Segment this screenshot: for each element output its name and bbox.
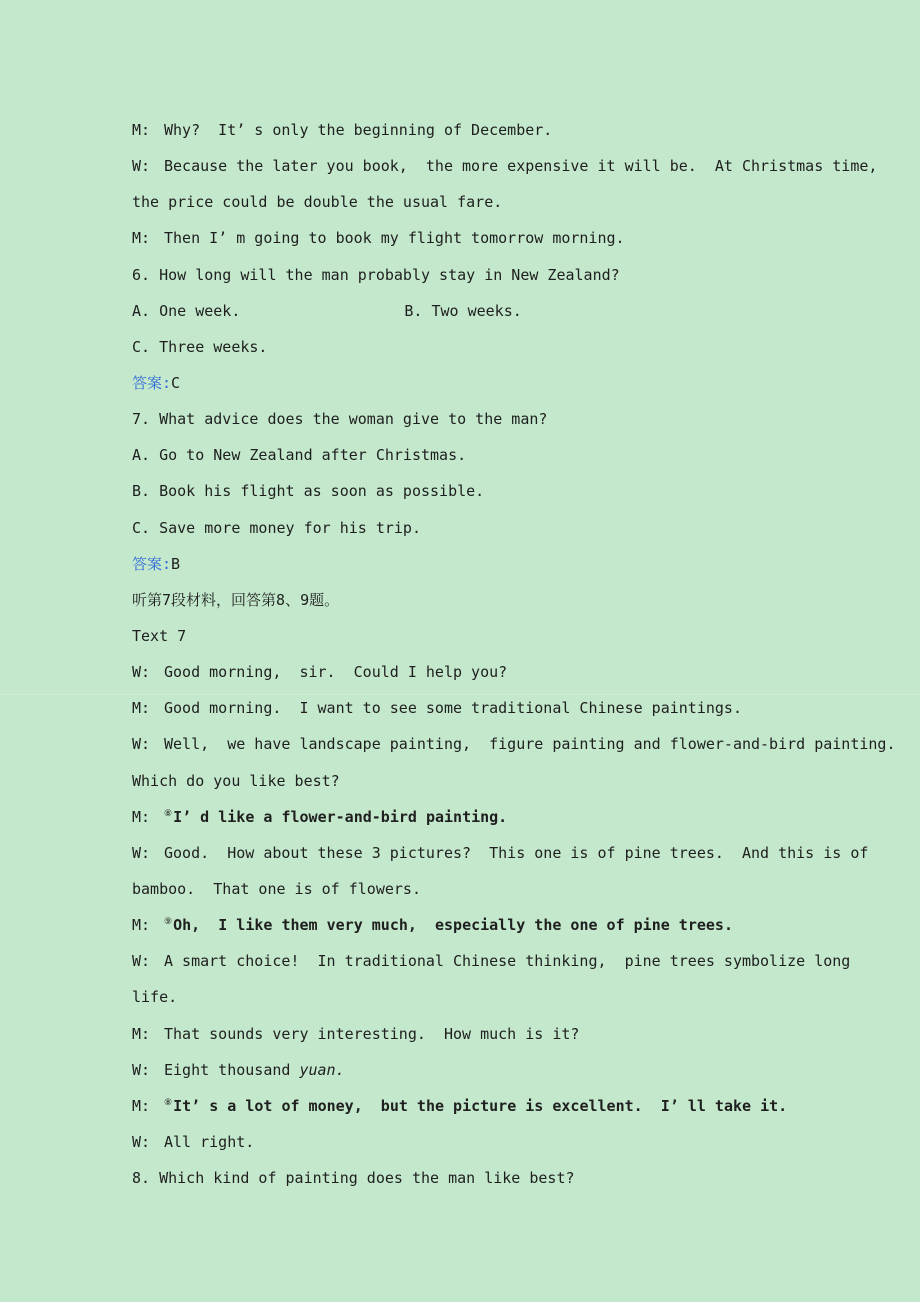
dialogue-text: Good. How about these 3 pictures? This one is of pine trees. And this is of (164, 843, 869, 862)
dialogue-line (132, 154, 878, 190)
speaker-label: W: (132, 1132, 151, 1151)
answer-value: C (171, 373, 181, 392)
dialogue-line (132, 769, 792, 805)
option-a: A. One week. (132, 301, 241, 320)
speaker-label: W: (132, 1060, 151, 1079)
answer-6 (132, 371, 792, 407)
speaker-label: M: (132, 916, 151, 935)
dialogue-line (132, 1094, 792, 1130)
question-6-options-ab (132, 299, 792, 335)
question-8: 8. Which kind of painting does the man like best? (132, 1169, 575, 1188)
speaker-label: W: (132, 843, 151, 862)
circled-marker: ⑧ (164, 808, 173, 819)
dialogue-line (132, 190, 792, 226)
dialogue-text: Then I’ m going to book my flight tomorrow morning. (164, 229, 625, 248)
text-title: Text 7 (132, 626, 187, 645)
highlighted-text: Oh, I like them very much, especially the one of pine trees. (173, 916, 733, 935)
speaker-label: M: (132, 699, 151, 718)
speaker-label: M: (132, 121, 151, 139)
dialogue-line (132, 118, 792, 154)
dialogue-line (132, 805, 792, 841)
dialogue-line (132, 1130, 792, 1166)
answer-label: 答案: (132, 554, 172, 573)
highlighted-text: I’ d like a flower-and-bird painting. (173, 807, 508, 826)
option-c: C. Save more money for his trip. (132, 518, 421, 537)
dialogue-line (132, 696, 792, 732)
italic-text: yuan. (299, 1060, 345, 1079)
section-intro: 听第7段材料，回答第8、9题。 (132, 590, 340, 609)
dialogue-line (132, 1022, 792, 1058)
speaker-label: M: (132, 229, 151, 248)
option-b: B. Two weeks. (404, 301, 522, 320)
dialogue-text: Good morning. I want to see some traditional Chinese paintings. (164, 699, 742, 718)
dialogue-text: bamboo. That one is of flowers. (132, 879, 421, 898)
dialogue-text: All right. (164, 1132, 255, 1151)
dialogue-line (132, 226, 792, 262)
dialogue-line (132, 841, 869, 877)
answer-label: 答案: (132, 373, 172, 392)
dialogue-text: life. (132, 988, 178, 1007)
dialogue-text: Why? It’ s only the beginning of December. (164, 121, 553, 139)
option-c: C. Three weeks. (132, 337, 268, 356)
circled-marker: ⑧ (164, 1097, 173, 1108)
answer-value: B (171, 554, 181, 573)
dialogue-line (132, 660, 792, 696)
option-a: A. Go to New Zealand after Christmas. (132, 446, 467, 465)
dialogue-line (132, 985, 792, 1021)
question-6: 6. How long will the man probably stay in New Zealand? (132, 265, 620, 284)
dialogue-text: A smart choice! In traditional Chinese thinking, pine trees symbolize long (164, 952, 851, 971)
dialogue-text: Good morning, sir. Could I help you? (164, 663, 508, 682)
dialogue-text: the price could be double the usual fare. (132, 193, 503, 212)
speaker-label: W: (132, 735, 151, 754)
speaker-label: W: (132, 663, 151, 682)
highlighted-text: It’ s a lot of money, but the picture is excellent. I’ ll take it. (173, 1096, 788, 1115)
question-7: 7. What advice does the woman give to the man? (132, 410, 548, 429)
speaker-label: M: (132, 1024, 151, 1043)
dialogue-text: That sounds very interesting. How much is it? (164, 1024, 580, 1043)
answer-7 (132, 552, 792, 588)
speaker-label: M: (132, 807, 151, 826)
option-b: B. Book his flight as soon as possible. (132, 482, 485, 501)
dialogue-text: Eight thousand (164, 1060, 300, 1079)
dialogue-text: Well, we have landscape painting, figure painting and flower-and-bird painting. (164, 735, 896, 754)
dialogue-text: Which do you like best? (132, 771, 340, 790)
dialogue-line (132, 877, 792, 913)
dialogue-line (132, 949, 851, 985)
dialogue-line (132, 913, 792, 949)
dialogue-text: Because the later you book, the more expensive it will be. At Christmas time, (164, 157, 878, 176)
speaker-label: W: (132, 952, 151, 971)
document-content (132, 118, 896, 1202)
speaker-label: M: (132, 1096, 151, 1115)
dialogue-line (132, 1058, 792, 1094)
speaker-label: W: (132, 157, 151, 176)
circled-marker: ⑨ (164, 917, 173, 928)
dialogue-line (132, 732, 896, 768)
